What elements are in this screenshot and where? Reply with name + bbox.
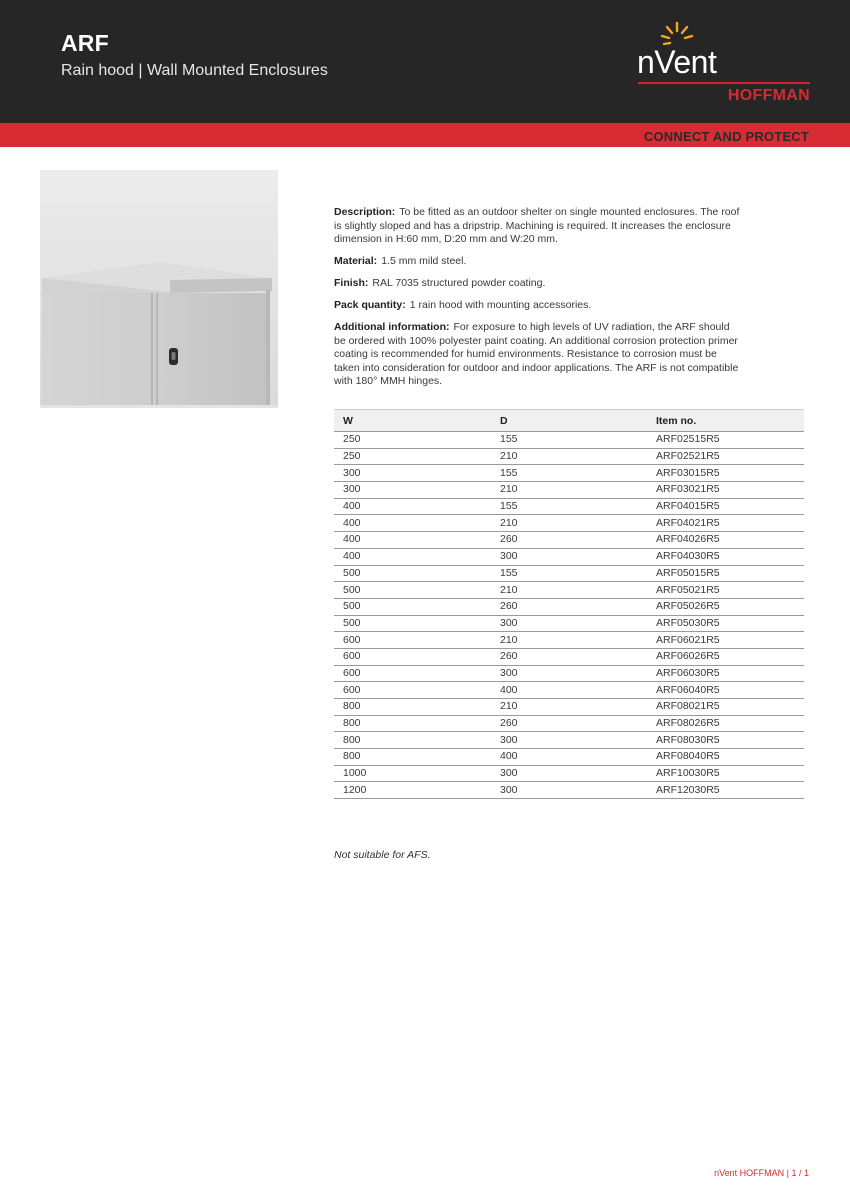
- table-row: [334, 465, 804, 482]
- cell-w: 1000: [334, 765, 491, 782]
- pack-label: Pack quantity:: [334, 299, 406, 311]
- cell-w: 250: [334, 432, 491, 449]
- cell-d: 155: [491, 565, 647, 582]
- cell-d: 155: [491, 432, 647, 449]
- table-row: [334, 615, 804, 632]
- finish-label: Finish:: [334, 277, 369, 289]
- cell-item-no: ARF05030R5: [647, 615, 804, 632]
- description-label: Description:: [334, 206, 396, 218]
- cell-d: 210: [491, 582, 647, 599]
- table-row: [334, 665, 804, 682]
- cell-item-no: ARF02515R5: [647, 432, 804, 449]
- material-paragraph: [334, 255, 742, 269]
- logo-wordmark: nVent: [637, 44, 717, 80]
- cell-d: 260: [491, 715, 647, 732]
- table-row: [334, 648, 804, 665]
- cell-w: 600: [334, 632, 491, 649]
- material-label: Material:: [334, 255, 378, 267]
- cell-w: 500: [334, 565, 491, 582]
- pack-text: 1 rain hood with mounting accessories.: [409, 299, 592, 311]
- table-row: [334, 432, 804, 449]
- cell-item-no: ARF04015R5: [647, 498, 804, 515]
- material-text: 1.5 mm mild steel.: [381, 255, 467, 267]
- cell-d: 260: [491, 648, 647, 665]
- cell-item-no: ARF06021R5: [647, 632, 804, 649]
- cell-item-no: ARF06040R5: [647, 682, 804, 699]
- table-row: [334, 765, 804, 782]
- table-header-row: [334, 410, 804, 432]
- cell-d: 300: [491, 665, 647, 682]
- cell-w: 400: [334, 532, 491, 549]
- cell-d: 210: [491, 448, 647, 465]
- cell-d: 400: [491, 749, 647, 766]
- cell-w: 800: [334, 732, 491, 749]
- table-row: [334, 548, 804, 565]
- cell-item-no: ARF05026R5: [647, 598, 804, 615]
- additional-paragraph: [334, 321, 742, 389]
- table-row: [334, 482, 804, 499]
- column-header-d: D: [491, 410, 647, 432]
- nvent-hoffman-logo: [634, 20, 814, 110]
- product-photo: [40, 170, 278, 408]
- cell-d: 300: [491, 615, 647, 632]
- table-row: [334, 699, 804, 716]
- column-header-item-no: Item no.: [647, 410, 804, 432]
- tagline: CONNECT AND PROTECT: [643, 129, 809, 144]
- product-details: [334, 206, 742, 397]
- cell-w: 1200: [334, 782, 491, 799]
- cell-d: 300: [491, 765, 647, 782]
- cell-d: 210: [491, 632, 647, 649]
- cell-d: 300: [491, 732, 647, 749]
- cell-w: 400: [334, 548, 491, 565]
- cell-w: 400: [334, 498, 491, 515]
- cell-item-no: ARF08030R5: [647, 732, 804, 749]
- cell-item-no: ARF06026R5: [647, 648, 804, 665]
- cell-item-no: ARF04021R5: [647, 515, 804, 532]
- cell-w: 500: [334, 615, 491, 632]
- logo-brand: HOFFMAN: [727, 87, 810, 104]
- cell-item-no: ARF08026R5: [647, 715, 804, 732]
- additional-text: For exposure to high levels of UV radiation, the ARF should be ordered with 100% polyester paint coating. An additional corrosion protection primer coating is recommended for humid environments. Resistance to corrosion must be taken into consideration for outdoor and indoor applications. The ARF is not compatible with 180° MMH hinges.: [334, 321, 739, 387]
- cell-d: 300: [491, 782, 647, 799]
- cell-w: 600: [334, 648, 491, 665]
- cell-item-no: ARF08021R5: [647, 699, 804, 716]
- table-row: [334, 515, 804, 532]
- cell-w: 500: [334, 582, 491, 599]
- table-row: [334, 682, 804, 699]
- cell-item-no: ARF10030R5: [647, 765, 804, 782]
- page-footer: nVent HOFFMAN | 1 / 1: [714, 1168, 809, 1178]
- cell-item-no: ARF05021R5: [647, 582, 804, 599]
- additional-label: Additional information:: [334, 321, 450, 333]
- cell-item-no: ARF08040R5: [647, 749, 804, 766]
- table-row: [334, 782, 804, 799]
- cell-item-no: ARF03015R5: [647, 465, 804, 482]
- finish-text: RAL 7035 structured powder coating.: [372, 277, 546, 289]
- cell-w: 400: [334, 515, 491, 532]
- cell-d: 400: [491, 682, 647, 699]
- cell-item-no: ARF04026R5: [647, 532, 804, 549]
- cell-item-no: ARF03021R5: [647, 482, 804, 499]
- column-header-w: W: [334, 410, 491, 432]
- cell-d: 210: [491, 699, 647, 716]
- cell-d: 260: [491, 532, 647, 549]
- item-table: [334, 409, 804, 799]
- logo-underline: [638, 82, 810, 84]
- table-row: [334, 598, 804, 615]
- table-row: [334, 532, 804, 549]
- cell-w: 500: [334, 598, 491, 615]
- cell-d: 300: [491, 548, 647, 565]
- cell-d: 155: [491, 465, 647, 482]
- cell-d: 210: [491, 482, 647, 499]
- cell-item-no: ARF04030R5: [647, 548, 804, 565]
- cell-w: 600: [334, 682, 491, 699]
- page-subtitle: Rain hood | Wall Mounted Enclosures: [61, 62, 328, 79]
- table-row: [334, 749, 804, 766]
- page-title: ARF: [61, 30, 109, 56]
- cell-item-no: ARF02521R5: [647, 448, 804, 465]
- finish-paragraph: [334, 277, 742, 291]
- compatibility-note: Not suitable for AFS.: [334, 849, 431, 861]
- table-row: [334, 715, 804, 732]
- cell-d: 155: [491, 498, 647, 515]
- table-row: [334, 582, 804, 599]
- pack-paragraph: [334, 299, 742, 313]
- cell-d: 210: [491, 515, 647, 532]
- table-row: [334, 498, 804, 515]
- cell-w: 800: [334, 699, 491, 716]
- cell-item-no: ARF12030R5: [647, 782, 804, 799]
- description-paragraph: [334, 206, 742, 247]
- cell-w: 800: [334, 749, 491, 766]
- table-row: [334, 732, 804, 749]
- table-row: [334, 632, 804, 649]
- cell-w: 600: [334, 665, 491, 682]
- sunburst-icon: [658, 20, 698, 46]
- table-row: [334, 448, 804, 465]
- cell-w: 250: [334, 448, 491, 465]
- table-body: [334, 432, 804, 799]
- cell-w: 800: [334, 715, 491, 732]
- cell-item-no: ARF06030R5: [647, 665, 804, 682]
- page-header: [0, 0, 850, 123]
- cell-d: 260: [491, 598, 647, 615]
- cell-w: 300: [334, 465, 491, 482]
- table-row: [334, 565, 804, 582]
- cell-w: 300: [334, 482, 491, 499]
- description-text: To be fitted as an outdoor shelter on single mounted enclosures. The roof is slightly sloped and has a dripstrip. Machining is required. It increases the enclosure dimension in H:60 mm, D:20 mm and W:20 mm.: [334, 206, 740, 245]
- cell-item-no: ARF05015R5: [647, 565, 804, 582]
